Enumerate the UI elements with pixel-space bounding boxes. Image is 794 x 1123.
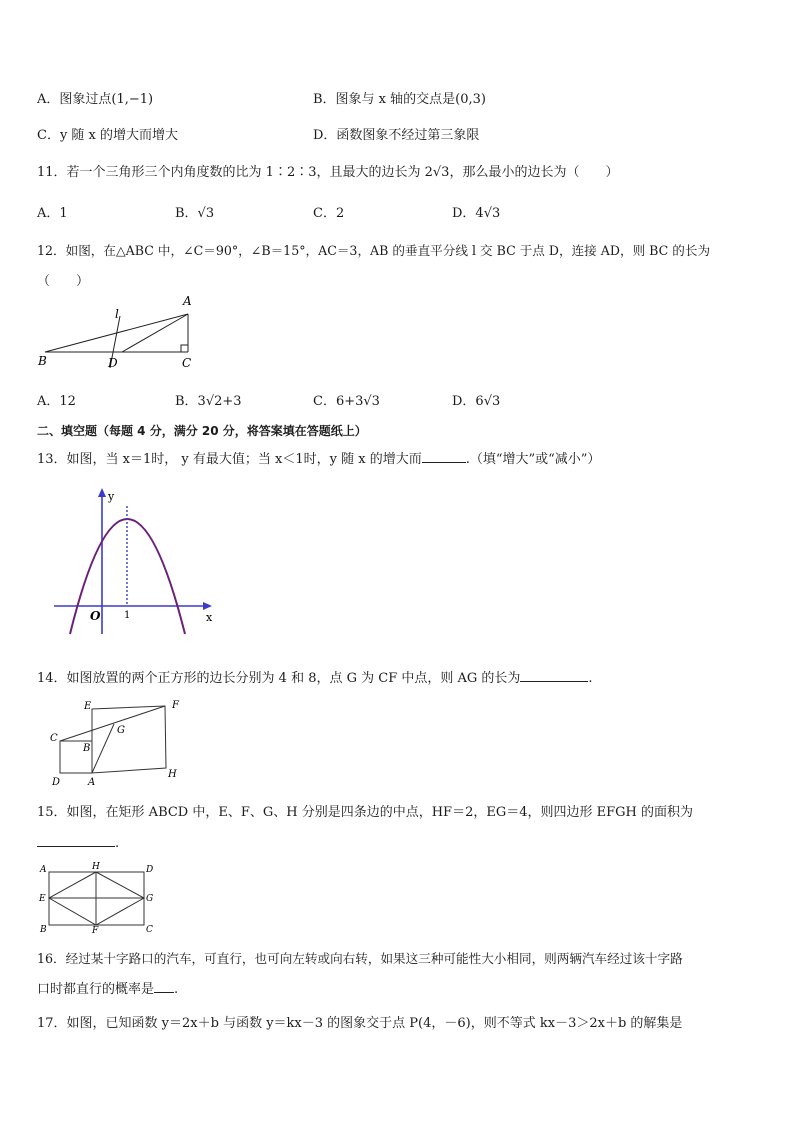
q10-option-a: A．图象过点(1,−1) xyxy=(37,92,154,107)
segment-cf xyxy=(60,706,165,741)
large-square-aefh xyxy=(92,706,166,773)
label-d: D xyxy=(146,865,154,875)
q15-stem: 15．如图，在矩形 ABCD 中，E、F、G、H 分别是四条边的中点，HF＝2，EG＝4，则四边形 EFGH 的面积为 xyxy=(37,805,693,820)
label-l: l xyxy=(115,307,119,321)
q13-stem-b: .（填“增大”或“减小”） xyxy=(465,452,601,467)
q14-stem-b: . xyxy=(588,671,593,686)
label-a: A xyxy=(88,777,96,787)
q10-option-d: D．函数图象不经过第三象限 xyxy=(313,128,480,143)
q14-stem-a: 14．如图放置的两个正方形的边长分别为 4 和 8，点 G 为 CF 中点，则 AG 的长为 xyxy=(37,671,521,686)
section-2-title: 二、填空题（每题 4 分，满分 20 分，将答案填在答题纸上） xyxy=(37,424,367,438)
q11-option-c: C．2 xyxy=(313,206,345,221)
label-x: x xyxy=(206,611,213,624)
x-axis-arrow xyxy=(203,602,212,610)
q13-stem xyxy=(37,448,600,467)
q15-answer-blank xyxy=(37,834,115,847)
label-d: D xyxy=(108,356,118,370)
q14-squares-figure xyxy=(44,697,194,787)
label-h: H xyxy=(168,769,177,780)
q15-rectangle-figure xyxy=(36,862,161,934)
q16-stem-line1: 16．经过某十字路口的汽车，可直行，也可向左转或向右转，如果这三种可能性大小相同，则两辆汽车经过该十字路 xyxy=(37,951,683,966)
label-f: F xyxy=(92,926,99,934)
q17-stem: 17．如图，已知函数 y＝2x＋b 与函数 y＝kx－3 的图象交于点 P(4，－6)，则不等式 kx－3＞2x＋b 的解集是 xyxy=(37,1016,683,1031)
label-a: A xyxy=(40,865,47,875)
label-f: F xyxy=(172,700,179,711)
label-y: y xyxy=(108,490,115,503)
q11-stem: 11．若一个三角形三个内角度数的比为 1∶2∶3，且最大的边长为 2√3，那么最小的边长为（ ） xyxy=(37,165,619,180)
q16-answer-blank xyxy=(154,980,174,993)
q12-option-a: A．12 xyxy=(37,394,76,409)
label-d: D xyxy=(52,777,61,787)
q12-option-b: B．3√2+3 xyxy=(175,394,242,409)
label-g: G xyxy=(146,894,154,904)
label-c: C xyxy=(182,356,192,370)
q13-parabola-figure xyxy=(50,484,220,636)
segment-ag xyxy=(92,724,114,773)
label-b: B xyxy=(40,925,47,934)
q14-stem xyxy=(37,667,593,686)
label-one: 1 xyxy=(124,610,131,621)
label-g: G xyxy=(117,725,125,736)
segment-ad xyxy=(122,314,188,352)
label-e: E xyxy=(39,894,46,904)
label-h: H xyxy=(92,862,100,872)
q12-option-c: C．6+3√3 xyxy=(313,394,380,409)
label-a: A xyxy=(183,294,192,308)
q16-stem-line2 xyxy=(37,978,178,997)
q15-answer-line xyxy=(37,834,119,851)
label-b: B xyxy=(38,354,47,368)
q13-answer-blank xyxy=(422,450,466,463)
q12-stem-line2: （ ） xyxy=(37,274,90,289)
q16-stem-text: 口时都直行的概率是 xyxy=(37,982,155,997)
label-e: E xyxy=(84,701,92,712)
label-origin: O xyxy=(90,609,101,623)
q15-stem-end: . xyxy=(115,836,120,851)
q10-option-b: B．图象与 x 轴的交点是(0,3) xyxy=(313,92,486,107)
q16-stem-end: . xyxy=(174,982,179,997)
right-angle-mark xyxy=(181,345,188,352)
q11-option-a: A．1 xyxy=(37,206,68,221)
q13-stem-a: 13．如图，当 x＝1时， y 有最大值；当 x＜1时，y 随 x 的增大而 xyxy=(37,452,422,467)
q14-answer-blank xyxy=(520,669,588,682)
label-b: B xyxy=(83,743,91,754)
y-axis-arrow xyxy=(98,488,106,497)
q12-stem-line1: 12．如图，在△ABC 中，∠C＝90°，∠B＝15°，AC＝3，AB 的垂直平分线 l 交 BC 于点 D，连接 AD，则 BC 的长为 xyxy=(37,243,711,258)
q10-option-c: C．y 随 x 的增大而增大 xyxy=(37,128,179,143)
q12-triangle-figure xyxy=(36,292,206,372)
label-c: C xyxy=(146,925,153,934)
q12-option-d: D．6√3 xyxy=(452,394,501,409)
q11-option-d: D．4√3 xyxy=(452,206,501,221)
q11-option-b: B．√3 xyxy=(175,206,215,221)
label-c: C xyxy=(50,733,58,744)
